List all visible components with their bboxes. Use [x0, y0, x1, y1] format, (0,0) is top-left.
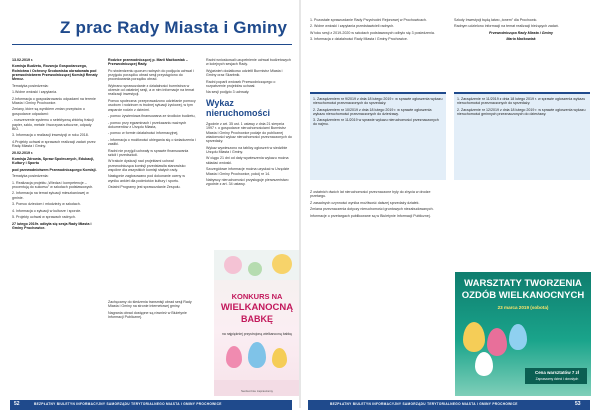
commission-heading: Komisja Zdrowia, Spraw Społecznych, Edukacji, Kultury i Sportu [12, 156, 95, 166]
agenda-item: 1. Realizacja projektu „Wiedza i kompetencje – procentują do sukcesu” w szkołach podstawowych. [12, 180, 94, 189]
paragraph: Nabywcy nieruchomości przysługuje pierwszeństwo zgodnie z art. 34 ustawy. [206, 178, 289, 187]
agenda-label: Tematyka posiedzenia: [12, 83, 49, 88]
paragraph: Radni poparli wniosek Przewodniczącego o rozpatrzenie projektów uchwał. [206, 79, 276, 88]
poster-invitation: Zapraszamy dzieci i dorosłych [535, 377, 579, 381]
paragraph: Wykaz wywieszono na tablicy ogłoszeń w siedzibie Urzędu Miasta i Gminy. [206, 145, 288, 154]
agenda-item: 3. Informacja o realizacji inwestycji w roku 2018. [12, 133, 89, 138]
paragraph: 1. Pozostałe sprawozdanie Rady Przychodni Rejonowej w Prochowicach. [310, 18, 427, 22]
date-label: 13.02.2019 r. [12, 58, 34, 62]
poster-title-line1: KONKURS NA [231, 292, 283, 301]
column-session-summary [206, 58, 292, 97]
poster-price: Cena warsztatów 7 zł [535, 370, 579, 375]
paragraph: Po stwierdzeniu quorum radnych do podjęcia uchwał i przyjęciu porządku obrad sesji przystąpiono do procedowania porządku obrad. [108, 68, 194, 82]
paragraph: Radni nie przyjęli uchwały w sprawie finansowania szkół i przedszkoli. [108, 148, 189, 157]
paragraph: Z zasadnych czynności wynika możliwość dalszej sprzedaży działek. [310, 200, 420, 205]
paragraph: Z ostatnich dwóch lat nieruchomości przeznaczone były do zbycia w drodze przetargu. [310, 190, 431, 199]
paragraph: Pomoc społeczna: przeprowadzono udzielanie pomocy osobom i rodzinom w trudnej sytuacji życiowej, w tym wsparcie rodzin z dziećmi. [108, 98, 196, 112]
paragraph: Zachęcamy do śledzenia transmisji obrad sesji Rady Miasta i Gminy na stronie internetowej gminy. [108, 300, 192, 309]
column-property-list [206, 96, 292, 189]
agenda-item: 2.Informacja o gospodarowaniu odpadami na terenie Miasta i Gminy Prochowice. [12, 96, 96, 105]
paragraph: Zmiany, które są wynikiem zmian przepisów o gospodarce odpadami: [12, 107, 85, 116]
paragraph: Wyjaśnień dodatkowo udzielił Burmistrz Miasta i Gminy oraz Skarbnik. [206, 68, 283, 78]
paragraph: Wybrano sprawozdanie z działalności burmistrza w okresie od ostatniej sesji, a w nim informacje na temat realizacji inwestycji. [108, 83, 195, 97]
title-rule [12, 44, 292, 45]
poster-title-line2: WIELKANOCNĄ [220, 302, 294, 313]
page-title: Z prac Rady Miasta i Gminy [60, 18, 288, 37]
list-item: - pomoc w formie działalności informacyjnej, [108, 131, 179, 136]
paragraph: 3. Informacja z działalności Rady Miasta i Gminy Prochowice. [310, 37, 408, 42]
column-council-commissions [12, 58, 98, 232]
paragraph: Zgodnie z art. 35 ust. 1 ustawy z dnia 21 sierpnia 1997 r. o gospodarce nieruchomościami Burmistrz Miasta i Gminy Prochowice podaje do publicznej wiadomości wykaz nieruchomości przeznaczonych do sprzedaży. [206, 122, 292, 144]
paragraph: Informacje o przetargach publikowane są w Biuletynie Informacji Publicznej. [310, 213, 431, 218]
list-item: - informacja o możliwości ubiegania się o świadczenia i zasiłki. [108, 137, 196, 147]
ordinance-item: 3. Zarządzeniem nr 11/2019 w sprawie wykazu nieruchomości przeznaczonych do najmu. [313, 118, 439, 127]
easter-workshop-poster [455, 272, 591, 396]
egg-icon [463, 322, 485, 352]
agenda-item: 2. Informacja na temat sytuacji mieszkaniowej w gminie. [12, 191, 89, 200]
page-number-left: 52 [14, 401, 20, 407]
ordinance-item: 2. Zarządzenie nr 12/2019 z dnia 18 lutego 2019 r. w sprawie ogłoszenia wykazu nieruchomości gminnych przeznaczonych do dzierżawy. [457, 107, 586, 116]
poster-invitation: Serdecznie zapraszamy [240, 389, 273, 393]
commission-subheading: pod przewodnictwem Przewodniczącego Komisji. [12, 167, 97, 172]
paragraph: 2. Wolne wnioski i zapytania przedstawicieli radnych. [310, 24, 395, 29]
paragraph: Nagrania obrad dostępne są również w Biuletynie Informacji Publicznej. [108, 310, 187, 320]
agenda-item: 5. Projekty uchwał w sprawach radnych. [12, 215, 76, 220]
agenda-label: Tematyka posiedzenia: [12, 174, 49, 179]
footer-text-left: BEZPŁATNY BIULETYN INFORMACYJNY SAMORZĄDU TERYTORIALNEGO MIASTA I GMINY PROCHOWICE [34, 402, 222, 406]
column-right-top-left [310, 18, 440, 44]
egg-icon [475, 352, 493, 376]
paragraph: Radnym udzielono informacji na temat realizacji bieżących zadań. [454, 24, 559, 29]
paragraph: W ciągu 21 dni od daty wywieszenia wykazu można składać wnioski. [206, 156, 289, 165]
agenda-item: 4. Informacja o sytuacji w kulturze i sporcie. [12, 208, 82, 213]
poster-title-line2: OZDÓB WIELKANOCNYCH [461, 290, 585, 301]
list-item: - pomoc żywieniowa finansowana ze środków budżetu, [108, 114, 196, 119]
column-right-bottom [310, 190, 446, 220]
egg-icon [248, 342, 266, 368]
list-item: - pomoc przy egzaminach i przekazaniu ważnych dokumentów z Urzędu Miasta, [108, 120, 187, 129]
ordinances-box-left [310, 92, 446, 180]
signature-role: Przewodnicząca Rady Miasta i Gminy [489, 30, 553, 35]
ordinances-box-right [454, 92, 590, 180]
agenda-item: 4.Projekty uchwał w sprawach realizacji zadań przez Radę Miasta i Gminy. [12, 139, 96, 149]
ordinance-item: 2. Zarządzeniem nr 10/2019 z dnia 18 lutego 2019 r. w sprawie ogłoszenia wykazu nieruchomości przeznaczonych do dzierżawy. [313, 107, 432, 116]
commission-heading: Komisja Budżetu, Rozwoju Gospodarczego, Rolnictwa i Ochrony Środowiska obradowała pod przewodnictwem Przewodniczącej Komisji Renaty Mencz. [12, 64, 98, 82]
egg-icon [226, 346, 242, 368]
signature-name: Maria Maćkowiak [506, 37, 536, 42]
egg-icon [272, 348, 287, 368]
poster-title-line3: BABKĘ [240, 314, 273, 324]
ordinance-item: 1. Zarządzenie nr 11/2019 z dnia 18 lutego 2019 r. w sprawie ogłoszenia wykazu nieruchomości przeznaczonych do sprzedaży. [457, 97, 586, 106]
session-heading: Rodzice przewodniczącej p. Marii Maćkowiak – Przewodniczącej Rady. [108, 58, 188, 67]
page-number-right: 53 [575, 401, 581, 407]
egg-icon [487, 328, 507, 356]
footer-text-right: BEZPŁATNY BIULETYN INFORMACYJNY SAMORZĄDU TERYTORIALNEGO MIASTA I GMINY PROCHOWICE [330, 402, 518, 406]
poster-footer-band [214, 380, 300, 396]
flower-icon [224, 256, 242, 274]
column-session-report [108, 58, 196, 192]
paragraph: Szkoły Inwestycji będą łatwo „tonem” dla Prochowic. [454, 18, 538, 22]
paragraph: - rozszerzenie systemu o selektywną zbiórkę frakcji papier, szkło, metale i tworzywa sztuczne, odpady BIO. [12, 118, 94, 131]
paragraph: W trakcie dyskusji nad projektami uchwał przewodnicząca komisji przedstawiła stanowisko wspólne dla wszystkich komisji stałych rady. [108, 159, 186, 172]
paragraph: Następnie zagłosowano pod dokonanie oceny w wyniku ankiet dla podmiotów kultury i sportu. [108, 174, 185, 183]
poster-subtitle: na najpiękniej przystrojoną wielkanocną babkę [222, 332, 292, 336]
column-right-top-right [454, 18, 588, 44]
section-title: Wykaz nieruchomości [206, 98, 271, 118]
paragraph: Szczegółowe informacje można uzyskać w Urzędzie Miasta i Gminy Prochowice, pokój nr 14. [206, 167, 290, 176]
paragraph: W toku sesji z 2019-2020 w szkołach podstawowych odbyło się 3 posiedzenia. [310, 30, 435, 35]
agenda-item: 3. Pomoc dzieciom i młodzieży w szkołach. [12, 202, 81, 207]
poster-date: 23 marca 2019 (sobota) [497, 305, 549, 310]
column-transmission [108, 300, 196, 322]
date-label: 20.02.2019 r. [12, 150, 34, 155]
egg-icon [509, 324, 527, 350]
session-note: 27 lutego 2019r. odbyła się sesja Rady Miasta i Gminy Prochowice. [12, 221, 92, 230]
paragraph: Zmiana przeznaczenia dotyczy nieruchomości gruntowych niezabudowanych. [310, 207, 434, 212]
flower-icon [272, 254, 292, 274]
paragraph: Radni wnioskowali uzupełnienie uchwał budżetowych w kolejnych sesjach Rady. [206, 58, 291, 67]
agenda-item: 1.Wolne wnioski i zapytania. [12, 90, 58, 95]
poster-title-line1: WARSZTATY TWORZENIA [464, 278, 582, 289]
paragraph: Ostatni Programy jest sprawozdanie Zespołu. [108, 185, 181, 190]
leaf-icon [248, 262, 262, 276]
paragraph: Na sesji podjęto 3 uchwały. [206, 90, 250, 95]
ordinance-item: 1. Zarządzeniem nr 9/2019 z dnia 18 lutego 2019 r. w sprawie ogłoszenia wykazu nieruchomości przeznaczonych do sprzedaży. [313, 97, 443, 106]
easter-cake-contest-poster [214, 250, 300, 396]
